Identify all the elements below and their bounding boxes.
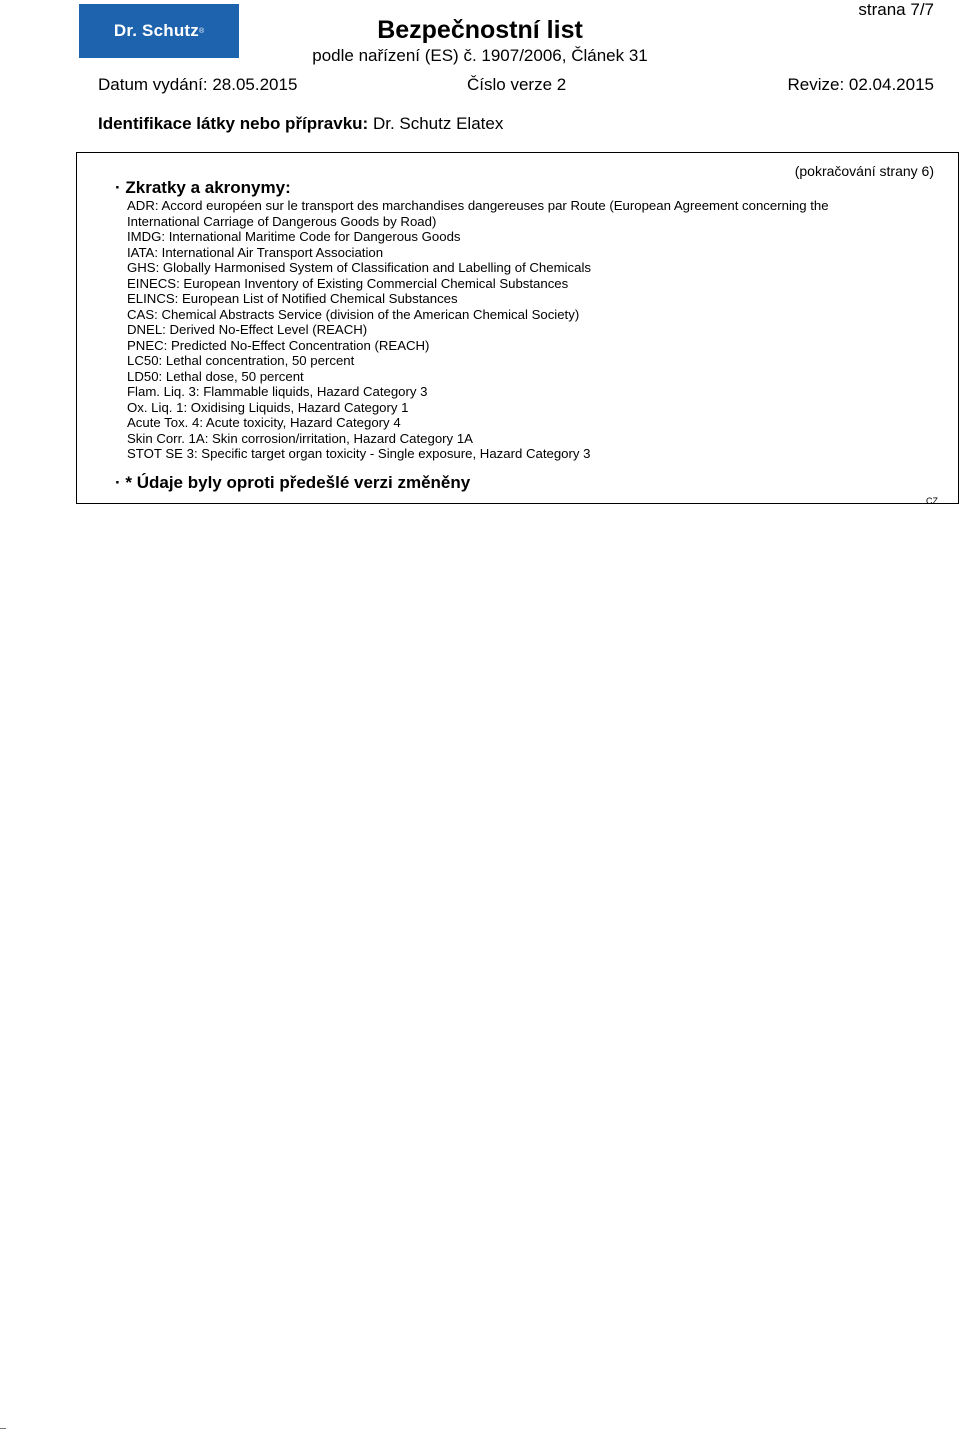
list-item: EINECS: European Inventory of Existing Commercial Chemical Substances bbox=[127, 275, 569, 291]
page-indicator: strana 7/7 bbox=[858, 0, 934, 19]
list-item: ELINCS: European List of Notified Chemical Substances bbox=[127, 291, 458, 306]
brand-logo-text: Dr. Schutz bbox=[113, 21, 199, 40]
page-edge-mark bbox=[0, 1428, 6, 1429]
list-item: DNEL: Derived No-Effect Level (REACH) bbox=[127, 322, 368, 337]
list-item: Skin Corr. 1A: Skin corrosion/irritation, Hazard Category 1A bbox=[127, 430, 473, 446]
list-item: CAS: Chemical Abstracts Service (division of the American Chemical Society) bbox=[127, 306, 580, 322]
issue-date: Datum vydání: 28.05.2015 bbox=[98, 75, 298, 94]
registered-mark: ® bbox=[198, 27, 205, 35]
list-item: IATA: International Air Transport Association bbox=[127, 244, 384, 260]
list-item: Ox. Liq. 1: Oxidising Liquids, Hazard Category 1 bbox=[127, 399, 409, 415]
list-item: GHS: Globally Harmonised System of Classification and Labelling of Chemicals bbox=[127, 260, 591, 275]
list-item: PNEC: Predicted No-Effect Concentration (REACH) bbox=[127, 337, 430, 353]
list-item: IMDG: International Maritime Code for Dangerous Goods bbox=[127, 229, 461, 244]
document-title: Bezpečnostní list bbox=[377, 16, 583, 44]
version-number: Číslo verze 2 bbox=[467, 75, 567, 94]
abbreviations-list bbox=[127, 198, 907, 462]
list-item: International Carriage of Dangerous Goods by Road) bbox=[127, 213, 437, 229]
changes-note: · * Údaje byly oproti předešlé verzi změněny bbox=[115, 473, 471, 492]
list-item: LC50: Lethal concentration, 50 percent bbox=[127, 353, 355, 368]
list-item: ADR: Accord européen sur le transport des marchandises dangereuses par Route (European Agreement concerning the bbox=[127, 198, 829, 213]
product-name: Dr. Schutz Elatex bbox=[372, 114, 504, 133]
section-heading: · Zkratky a akronymy: bbox=[115, 178, 291, 197]
continued-note: (pokračování strany 6) bbox=[794, 163, 934, 179]
list-item: Acute Tox. 4: Acute toxicity, Hazard Category 4 bbox=[127, 415, 401, 430]
document-subtitle: podle nařízení (ES) č. 1907/2006, Článek 31 bbox=[312, 46, 648, 65]
list-item: STOT SE 3: Specific target organ toxicity - Single exposure, Hazard Category 3 bbox=[127, 446, 591, 461]
product-identification bbox=[98, 114, 503, 134]
list-item: Flam. Liq. 3: Flammable liquids, Hazard Category 3 bbox=[127, 384, 428, 399]
list-item: LD50: Lethal dose, 50 percent bbox=[127, 368, 304, 384]
revision-date: Revize: 02.04.2015 bbox=[787, 75, 934, 94]
identification-label: Identifikace látky nebo přípravku: bbox=[98, 114, 369, 133]
language-code: CZ bbox=[926, 496, 938, 506]
